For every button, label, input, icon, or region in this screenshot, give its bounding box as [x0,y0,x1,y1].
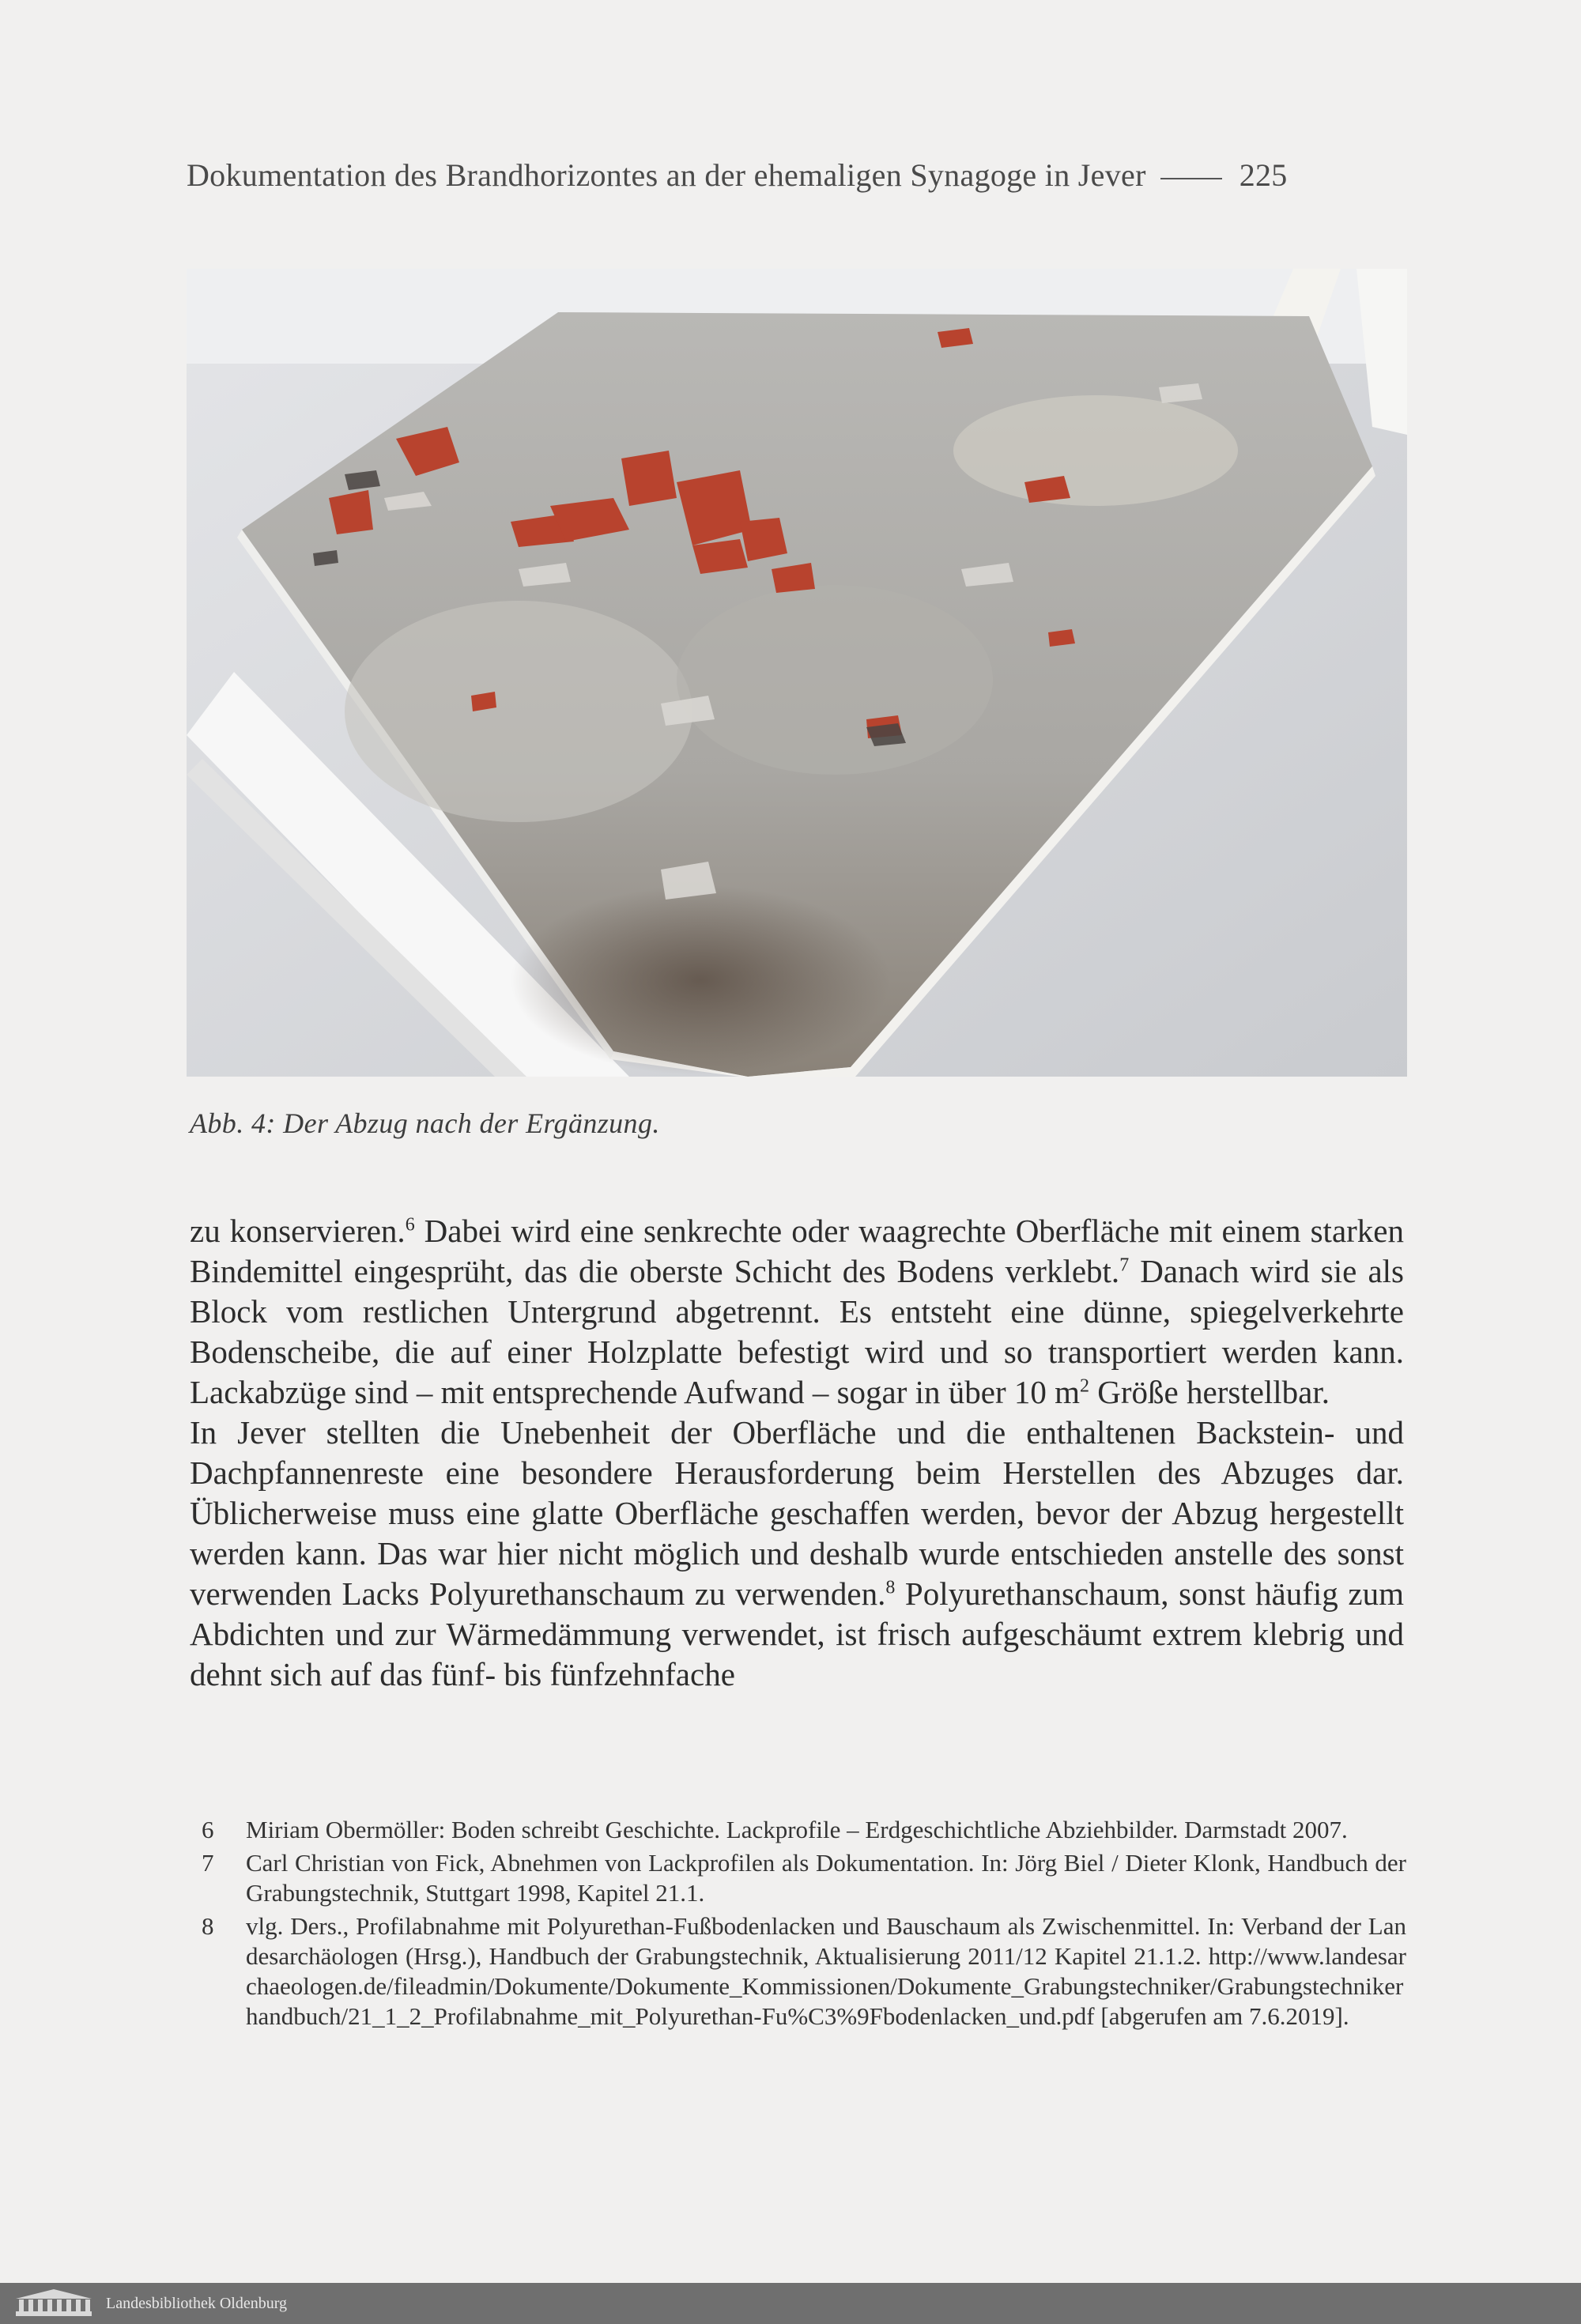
footnote-ref-7[interactable]: 7 [1119,1254,1130,1276]
footnote-text[interactable]: vlg. Ders., Profilabnahme mit Polyurethan-Fußbodenlacken und Bauschaum als Zwischenmittel. In: Verband der Landesarchäologen (Hrsg.), Handbuch der Grabungstechnik, Aktualisierung 2011/12 Kapitel 21.1.2. http://www.landesarchaeologen.de/fileadmin/Dokumente/Dokumente_Kommissionen/Dokumente_Grabungstechniker/Grabungstechnikerhandbuch/21_1_2_Profilabnahme_mit_Polyurethan-Fu%C3%9Fbodenlacken_und.pdf [abgerufen am 7.6.2019]. [246,1912,1406,2030]
library-name: Landesbibliothek Oldenburg [106,2294,288,2312]
footnotes [202,1815,1406,2035]
paragraph-2: In Jever stellten die Unebenheit der Oberfläche und die enthaltenen Backstein- und Dachpfannenreste eine besondere Herausforderung beim Herstellen des Abzuges dar. Üblicherweise muss eine glatte Oberfläche geschaffen werden, bevor der Abzug hergestellt werden kann. Das war hier nicht möglich und deshalb wurde entschieden anstelle des sonst verwenden Lacks Polyurethanschaum zu verwenden.$^8$ Polyurethanschaum, sonst häufig zum Abdichten und zur Wärmedämmung verwendet, ist frisch aufgeschäumt extrem klebrig und dehnt sich auf das fünf- bis fünfzehnfache [190,1414,1404,1692]
footnote-number: 6 [202,1816,214,1843]
header-rule [1160,178,1222,179]
footnote-ref-6[interactable]: 6 [405,1214,415,1236]
running-title: Dokumentation des Brandhorizontes an der ehemaligen Synagoge in Jever [187,157,1146,193]
footnote-ref-8[interactable]: 8 [885,1577,896,1598]
soil-block-photo [187,269,1407,1077]
footnote-8 [202,1911,1406,2032]
footnote-number: 8 [202,1912,214,1940]
footnote-text: Carl Christian von Fick, Abnehmen von Lackprofilen als Dokumentation. In: Jörg Biel / Dieter Klonk, Handbuch der Grabungstechnik, Stuttgart 1998, Kapitel 21.1. [246,1849,1406,1907]
superscript-2: 2 [1080,1375,1090,1397]
figure-caption: Abb. 4: Der Abzug nach der Ergänzung. [190,1107,660,1139]
figure-photo [187,269,1407,1077]
library-building-icon [14,2288,93,2319]
footnote-6 [202,1815,1406,1845]
running-header [187,157,1407,194]
footnote-7 [202,1848,1406,1908]
library-bar [0,2283,1581,2324]
paragraph-1: zu konservieren.$^6$ Dabei wird eine senkrechte oder waagrechte Oberfläche mit einem starken Bindemittel eingesprüht, das die oberste Schicht des Bodens verklebt.$^7$ Danach wird sie als Block vom restlichen Untergrund abgetrennt. Es entsteht eine dünne, spiegelverkehrte Bodenscheibe, die auf einer Holzplatte befestigt wird und so transportiert werden kann. Lackabzüge sind – mit entsprechende Aufwand – sogar in über 10 $m^2$ Größe herstellbar. [190,1213,1404,1410]
footnote-text: Miriam Obermöller: Boden schreibt Geschichte. Lackprofile – Erdgeschichtliche Abziehbilder. Darmstadt 2007. [246,1816,1348,1843]
page-number: 225 [1239,157,1288,193]
footnote-number: 7 [202,1849,214,1877]
body-text [190,1211,1404,1695]
